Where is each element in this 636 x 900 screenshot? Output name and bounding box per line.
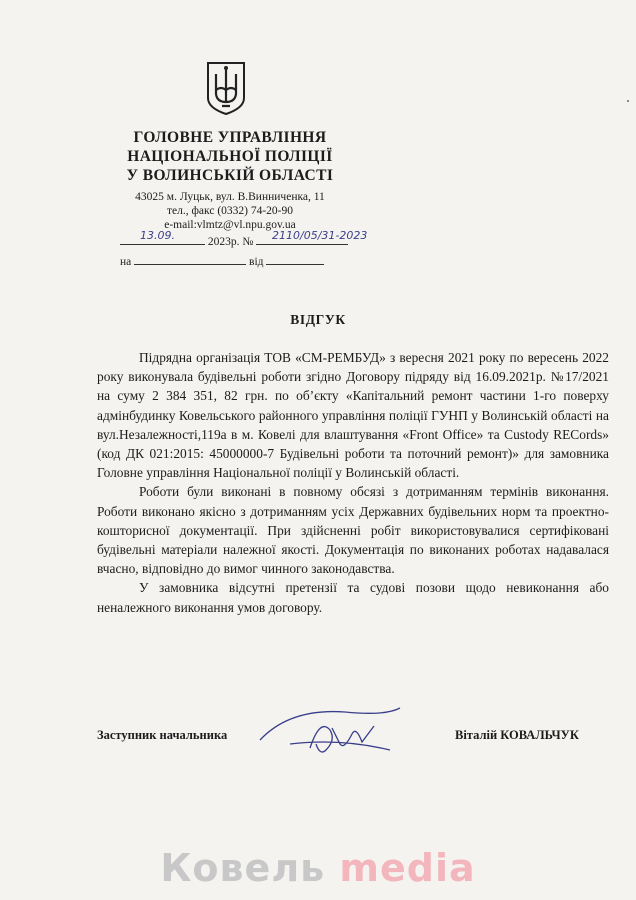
year-label: 2023р. №	[207, 236, 254, 248]
watermark-part-1: Ковель	[160, 846, 326, 890]
org-line-2: НАЦІОНАЛЬНОЇ ПОЛІЦІЇ	[127, 148, 333, 165]
registration-line	[120, 229, 368, 248]
scan-speck	[627, 100, 629, 102]
document-title: ВІДГУК	[290, 312, 346, 327]
document-body	[97, 348, 609, 617]
paragraph: Підрядна організація ТОВ «СМ-РЕМБУД» з вересня 2021 року по вересень 2022 року виконувала будівельні роботи згідно Договору підряду від 16.09.2021р. №17/2021 на суму 2 384 351, 82 грн. по об’єкту «Капітальний ремонт частини 1-го поверху адмінбудинку Ковельського районного управління поліції ГУНП у Волинській області на вул.Незалежності,119а в м. Ковелі для влаштування «Front Office» та Custody RECords» (код ДК 021:2015: 45000000-7 Будівельні роботи та поточний ремонт)» для замовника Головне управління Національної поліції у Волинській області.	[97, 350, 609, 481]
coat-of-arms-icon	[205, 60, 247, 116]
address: 43025 м. Луцьк, вул. В.Винниченка, 11	[135, 191, 325, 203]
org-line-1: ГОЛОВНЕ УПРАВЛІННЯ	[133, 129, 327, 146]
reference-line	[120, 252, 324, 268]
on-label: на	[120, 256, 132, 268]
handwritten-date: 13.09.	[140, 229, 175, 242]
org-line-3: У ВОЛИНСЬКІЙ ОБЛАСТІ	[126, 167, 334, 184]
paragraph: Роботи були виконані в повному обсязі з дотриманням термінів виконання. Роботи виконано якісно з дотриманням усіх Державних будівельних норм та проектно-кошторисної документації. При здійсненні робіт використовувалися сертифіковані будівельні матеріали належної якості. Документація по виконаних роботах надавалася вчасно, відповідно до вимог чинного законодавства.	[97, 484, 609, 577]
paragraph: У замовника відсутні претензії та судові позови щодо невиконання або неналежного виконання умов договору.	[97, 580, 609, 615]
signatory-position: Заступник начальника	[97, 728, 228, 742]
organization-name	[105, 128, 355, 185]
watermark-part-2: media	[339, 846, 476, 890]
email: e-mail:vlmtz@vl.npu.gov.ua	[164, 219, 296, 231]
handwritten-number: 2110/05/31-2023	[272, 229, 368, 242]
signatory-name: Віталій КОВАЛЬЧУК	[455, 728, 579, 742]
phone: тел., факс (0332) 74-20-90	[166, 205, 294, 217]
contact-block	[105, 190, 355, 232]
watermark	[0, 846, 636, 890]
handwritten-signature-icon	[250, 700, 410, 760]
from-label: від	[249, 256, 264, 268]
